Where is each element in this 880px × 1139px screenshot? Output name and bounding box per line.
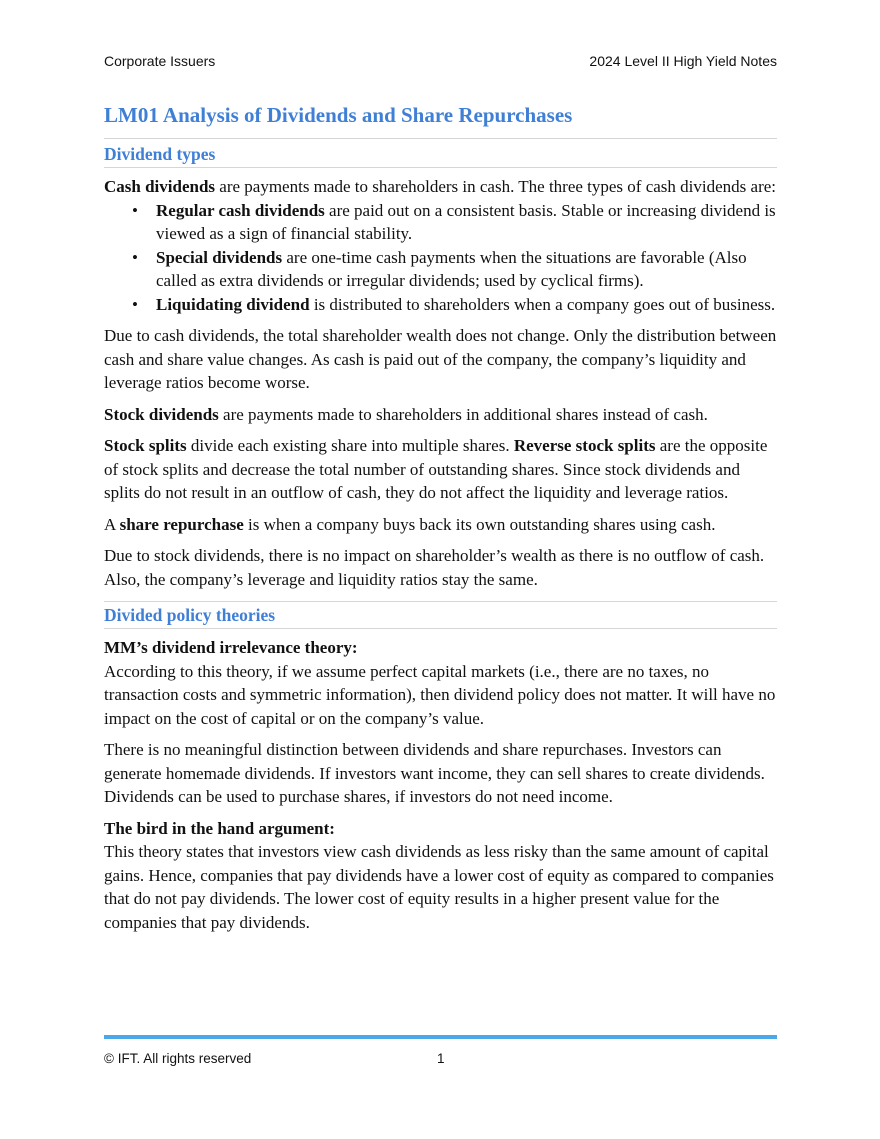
list-item-text: are one-time cash payments when the situations are favorable (Also called as extra dividends or irregular dividends; used by cyclical firms). bbox=[156, 247, 747, 290]
list-item-text: are paid out on a consistent basis. Stable or increasing dividend is viewed as a sign of financial stability. bbox=[156, 200, 776, 243]
dividend-types-list bbox=[104, 199, 777, 317]
page-number: 1 bbox=[437, 1051, 445, 1066]
paragraph-stock-dividends bbox=[104, 403, 777, 427]
term-stock-dividends: Stock dividends bbox=[104, 404, 219, 424]
paragraph-text: is when a company buys back its own outstanding shares using cash. bbox=[243, 514, 716, 534]
term-stock-splits: Stock splits bbox=[104, 436, 187, 455]
list-item-text: is distributed to shareholders when a company goes out of business. bbox=[309, 294, 776, 314]
subheading-mm-theory: MM’s dividend irrelevance theory: bbox=[104, 638, 358, 657]
paragraph-cash-dividends bbox=[104, 175, 777, 199]
paragraph-stock-dividend-impact: Due to stock dividends, there is no impact on shareholder’s wealth as there is no outflow of cash. Also, the company’s leverage and liquidity ratios stay the same. bbox=[104, 546, 765, 589]
paragraph-bird-in-hand: This theory states that investors view cash dividends as less risky than the same amount of capital gains. Hence, companies that pay dividends have a lower cost of equity as compared to companies that do not pay dividends. The lower cost of equity results in a higher present value for the companies that pay dividends. bbox=[104, 842, 774, 932]
paragraph-text: divide each existing share into multiple shares. bbox=[186, 436, 514, 455]
list-item bbox=[132, 246, 777, 293]
term-share-repurchase: share repurchase bbox=[119, 514, 244, 534]
paragraph-text: A bbox=[104, 514, 120, 534]
section-heading-policy-theories: Divided policy theories bbox=[104, 601, 777, 629]
paragraph-homemade-dividends: There is no meaningful distinction between dividends and share repurchases. Investors can generate homemade dividends. If investors want income, they can sell shares to create dividends. Dividends can be used to purchase shares, if investors do not need income. bbox=[104, 740, 765, 806]
paragraph-stock-splits bbox=[104, 434, 777, 505]
paragraph-text: are payments made to shareholders in additional shares instead of cash. bbox=[218, 404, 708, 424]
list-item bbox=[132, 293, 777, 317]
term-special-dividends: Special dividends bbox=[156, 247, 283, 267]
header-right: 2024 Level II High Yield Notes bbox=[589, 53, 777, 69]
paragraph-share-repurchase bbox=[104, 513, 777, 537]
term-liquidating-dividend: Liquidating dividend bbox=[156, 294, 310, 314]
paragraph-text: are payments made to shareholders in cash. The three types of cash dividends are: bbox=[215, 177, 776, 196]
paragraph-mm-theory: According to this theory, if we assume perfect capital markets (i.e., there are no taxes, no transaction costs and symmetric information), then dividend policy does not matter. It will have no impact on the cost of capital or on the company’s value. bbox=[104, 661, 776, 728]
term-cash-dividends: Cash dividends bbox=[104, 177, 216, 196]
bullet-icon: • bbox=[132, 247, 138, 267]
term-reverse-stock-splits: Reverse stock splits bbox=[513, 436, 656, 455]
section-heading-dividend-types: Dividend types bbox=[104, 142, 777, 168]
footer-copyright: © IFT. All rights reserved bbox=[104, 1051, 252, 1066]
bullet-icon: • bbox=[132, 294, 138, 314]
footer-rule bbox=[104, 1035, 777, 1039]
bullet-icon: • bbox=[132, 200, 138, 220]
paragraph-wealth-effect: Due to cash dividends, the total shareholder wealth does not change. Only the distribution between cash and share value changes. As cash is paid out of the company, the company’s liquidity and leverage ratios become worse. bbox=[104, 326, 777, 392]
page-content bbox=[104, 100, 777, 934]
list-item bbox=[132, 199, 777, 246]
header-left: Corporate Issuers bbox=[104, 53, 216, 69]
subheading-bird-in-hand: The bird in the hand argument: bbox=[104, 818, 335, 838]
paragraph-text: are the opposite of stock splits and decrease the total number of outstanding shares. Since stock dividends and splits do not result in an outflow of cash, they do not affect the liquidity and leverage ratios. bbox=[104, 436, 768, 502]
term-regular-cash-dividends: Regular cash dividends bbox=[156, 200, 325, 220]
page-title: LM01 Analysis of Dividends and Share Repurchases bbox=[104, 100, 777, 139]
